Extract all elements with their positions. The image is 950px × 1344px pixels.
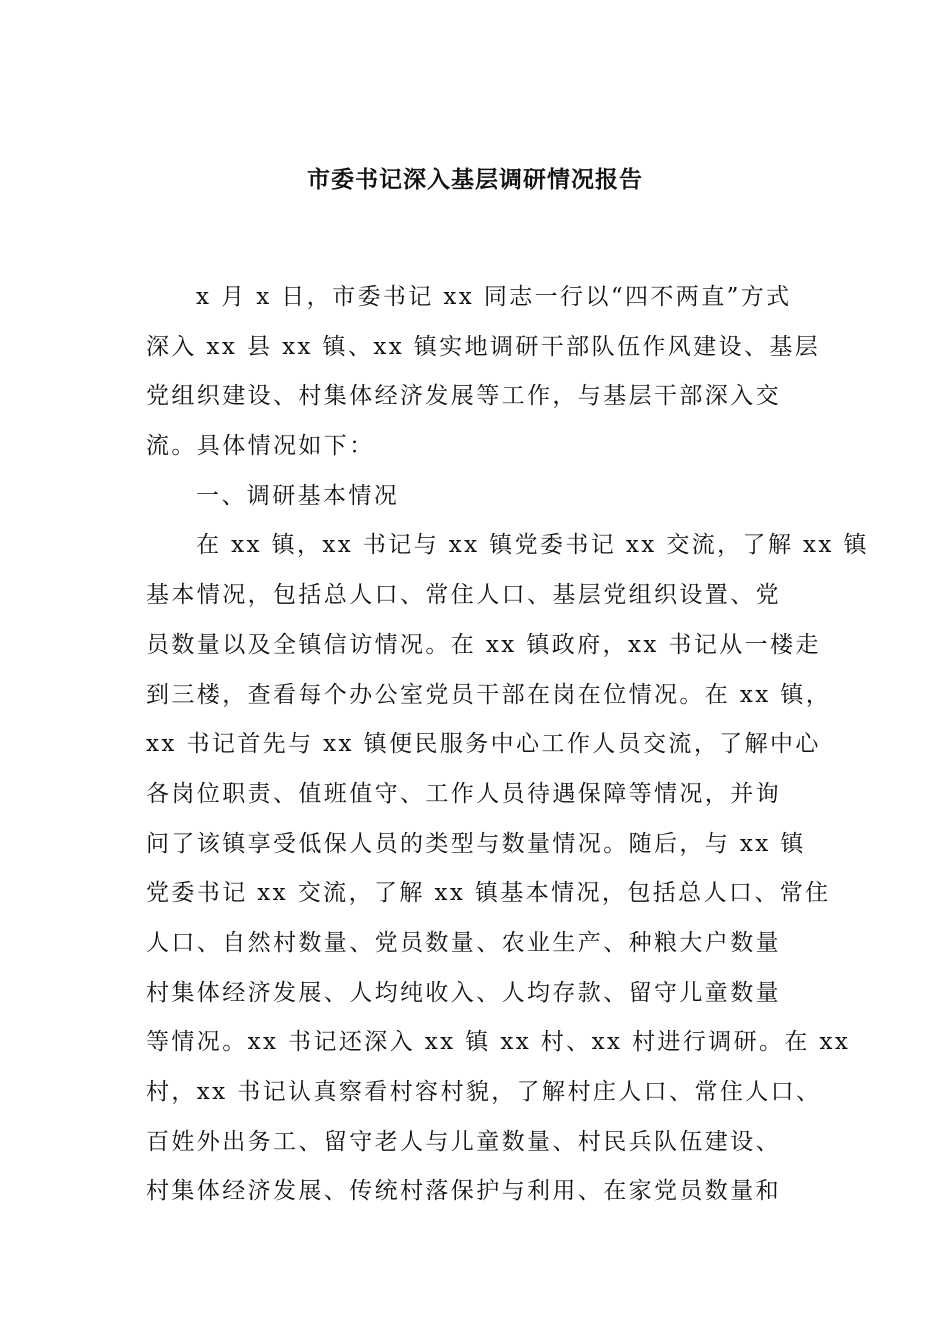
- paragraph-2-line-7: 问了该镇享受低保人员的类型与数量情况。随后，与 xx 镇: [146, 830, 806, 857]
- paragraph-1-line-1: x 月 x 日，市委书记 xx 同志一行以“四不两直”方式: [196, 284, 792, 310]
- paragraph-2-line-10: 村集体经济发展、人均纯收入、人均存款、留守儿童数量: [146, 979, 781, 1006]
- section-heading: 一、调研基本情况: [196, 482, 400, 509]
- paragraph-1-line-2: 深入 xx 县 xx 镇、xx 镇实地调研干部队伍作风建设、基层: [146, 333, 821, 360]
- paragraph-1-line-4: 流。具体情况如下：: [146, 433, 375, 460]
- paragraph-2-line-4: 到三楼，查看每个办公室党员干部在岗在位情况。在 xx 镇，: [146, 681, 832, 708]
- paragraph-2-line-8: 党委书记 xx 交流，了解 xx 镇基本情况，包括总人口、常住: [146, 880, 831, 907]
- paragraph-2-line-14: 村集体经济发展、传统村落保护与利用、在家党员数量和: [146, 1178, 781, 1205]
- paragraph-2-line-5: xx 书记首先与 xx 镇便民服务中心工作人员交流，了解中心: [146, 731, 821, 758]
- paragraph-2-line-1: 在 xx 镇，xx 书记与 xx 镇党委书记 xx 交流，了解 xx 镇: [196, 532, 869, 559]
- paragraph-2-line-12: 村，xx 书记认真察看村容村貌，了解村庄人口、常住人口、: [146, 1079, 822, 1105]
- paragraph-2-line-11: 等情况。xx 书记还深入 xx 镇 xx 村、xx 村进行调研。在 xx: [146, 1029, 851, 1056]
- paragraph-2-line-9: 人口、自然村数量、党员数量、农业生产、种粮大户数量: [146, 929, 781, 956]
- paragraph-2-line-13: 百姓外出务工、留守老人与儿童数量、村民兵队伍建设、: [146, 1128, 781, 1155]
- paragraph-2-line-3: 员数量以及全镇信访情况。在 xx 镇政府，xx 书记从一楼走: [146, 631, 821, 658]
- document-body: [146, 273, 869, 1217]
- document-title: 市委书记深入基层调研情况报告: [307, 166, 643, 193]
- paragraph-1-line-3: 党组织建设、村集体经济发展等工作，与基层干部深入交: [146, 383, 781, 410]
- paragraph-2-line-2: 基本情况，包括总人口、常住人口、基层党组织设置、党: [146, 582, 781, 609]
- paragraph-2-line-6: 各岗位职责、值班值守、工作人员待遇保障等情况，并询: [146, 780, 781, 807]
